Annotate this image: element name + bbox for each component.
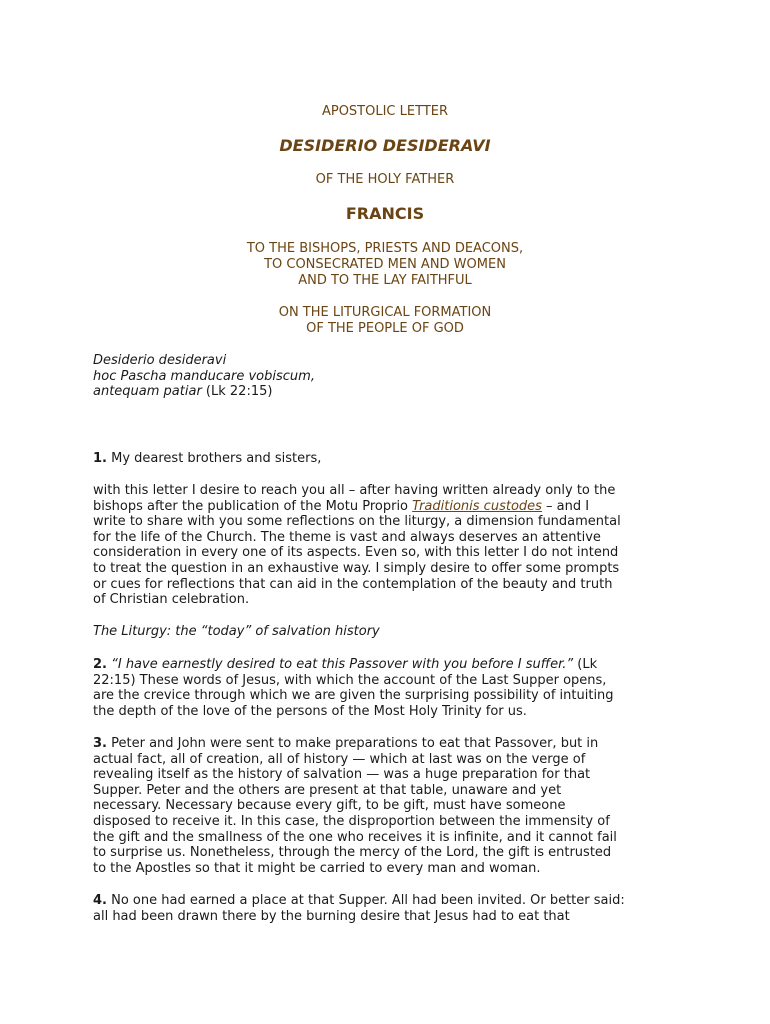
text-line: – and I xyxy=(541,498,590,514)
text-line: Supper. Peter and the others are present at that table, unaware and yet xyxy=(93,782,562,798)
text-line: to surprise us. Nonetheless, through the mercy of the Lord, the gift is entrusted xyxy=(93,845,612,861)
text-line: revealing itself as the history of salvation — was a huge preparation for that xyxy=(93,767,591,783)
text-line: 22:15) These words of Jesus, with which the account of the Last Supper opens, xyxy=(93,672,607,688)
text-line: bishops after the publication of the Motu Proprio xyxy=(93,498,413,514)
text-line: with this letter I desire to reach you all – after having written already only to the xyxy=(93,483,616,498)
addressee-line: TO CONSECRATED MEN AND WOMEN xyxy=(264,257,506,272)
section-heading xyxy=(93,624,683,640)
text-line: Peter and John were sent to make preparations to eat that Passover, but in xyxy=(106,736,599,751)
text-line: to treat the question in an exhaustive way. I simply desire to offer some prompts xyxy=(93,560,620,576)
text-line: all had been drawn there by the burning desire that Jesus had to eat that xyxy=(93,908,570,924)
paragraph-3 xyxy=(93,736,683,876)
letter-of: OF THE HOLY FATHER xyxy=(315,172,455,187)
traditionis-custodes-link[interactable]: Traditionis custodes xyxy=(412,498,542,514)
text-line: No one had earned a place at that Supper. All had been invited. Or better said: xyxy=(106,893,625,908)
paragraph-2 xyxy=(93,657,683,719)
text-line: to the Apostles so that it might be carried to every man and woman. xyxy=(93,860,541,876)
epigraph-line: Desiderio desideravi xyxy=(93,353,227,368)
paragraph-1-salutation xyxy=(93,451,683,467)
addressees xyxy=(0,241,770,289)
text-line: necessary. Necessary because every gift, to be gift, must have someone xyxy=(93,798,566,814)
paragraph-1 xyxy=(93,483,683,608)
letter-kind: APOSTOLIC LETTER xyxy=(321,104,449,119)
text-line: the gift and the smallness of the one who receives it is infinite, and it cannot fail xyxy=(93,829,617,845)
text-line: write to share with you some reflections on the liturgy, a dimension fundamental xyxy=(93,514,621,530)
paragraph-number: 1. xyxy=(93,451,107,466)
paragraph-4 xyxy=(93,893,683,924)
text-line: are the crevice through which we are given the surprising possibility of intuiting xyxy=(93,688,614,704)
subject xyxy=(0,305,770,337)
scripture-quote: “I have earnestly desired to eat this Passover with you before I suffer.” xyxy=(106,657,574,672)
section-heading-text: The Liturgy: the “today” of salvation history xyxy=(93,624,380,639)
text-line: actual fact, all of creation, all of history — which at last was on the verge of xyxy=(93,751,586,767)
paragraph-number: 4. xyxy=(93,893,107,908)
letter-title: DESIDERIO DESIDERAVI xyxy=(279,136,491,155)
paragraph-number: 3. xyxy=(93,736,107,751)
letter-author: FRANCIS xyxy=(345,204,425,223)
text-line: (Lk xyxy=(573,657,598,672)
epigraph-reference: (Lk 22:15) xyxy=(201,384,273,400)
addressee-line: TO THE BISHOPS, PRIESTS AND DEACONS, xyxy=(246,241,524,256)
epigraph-line: hoc Pascha manducare vobiscum, xyxy=(93,368,315,384)
epigraph xyxy=(93,353,683,400)
text-line: consideration in every one of its aspects. Even so, with this letter I do not intend xyxy=(93,545,619,561)
text-line: or cues for reflections that can aid in the contemplation of the beauty and truth xyxy=(93,576,613,592)
subject-line: OF THE PEOPLE OF GOD xyxy=(306,321,464,336)
text-line: of Christian celebration. xyxy=(93,592,250,608)
subject-line: ON THE LITURGICAL FORMATION xyxy=(278,305,492,320)
addressee-line: AND TO THE LAY FAITHFUL xyxy=(298,273,472,288)
text-line: disposed to receive it. In this case, the disproportion between the immensity of xyxy=(93,813,610,829)
text-line: for the life of the Church. The theme is vast and always deserves an attentive xyxy=(93,529,601,545)
paragraph-number: 2. xyxy=(93,657,107,672)
text-line: the depth of the love of the persons of the Most Holy Trinity for us. xyxy=(93,703,527,719)
epigraph-line: antequam patiar xyxy=(93,384,202,400)
salutation: My dearest brothers and sisters, xyxy=(106,451,322,466)
